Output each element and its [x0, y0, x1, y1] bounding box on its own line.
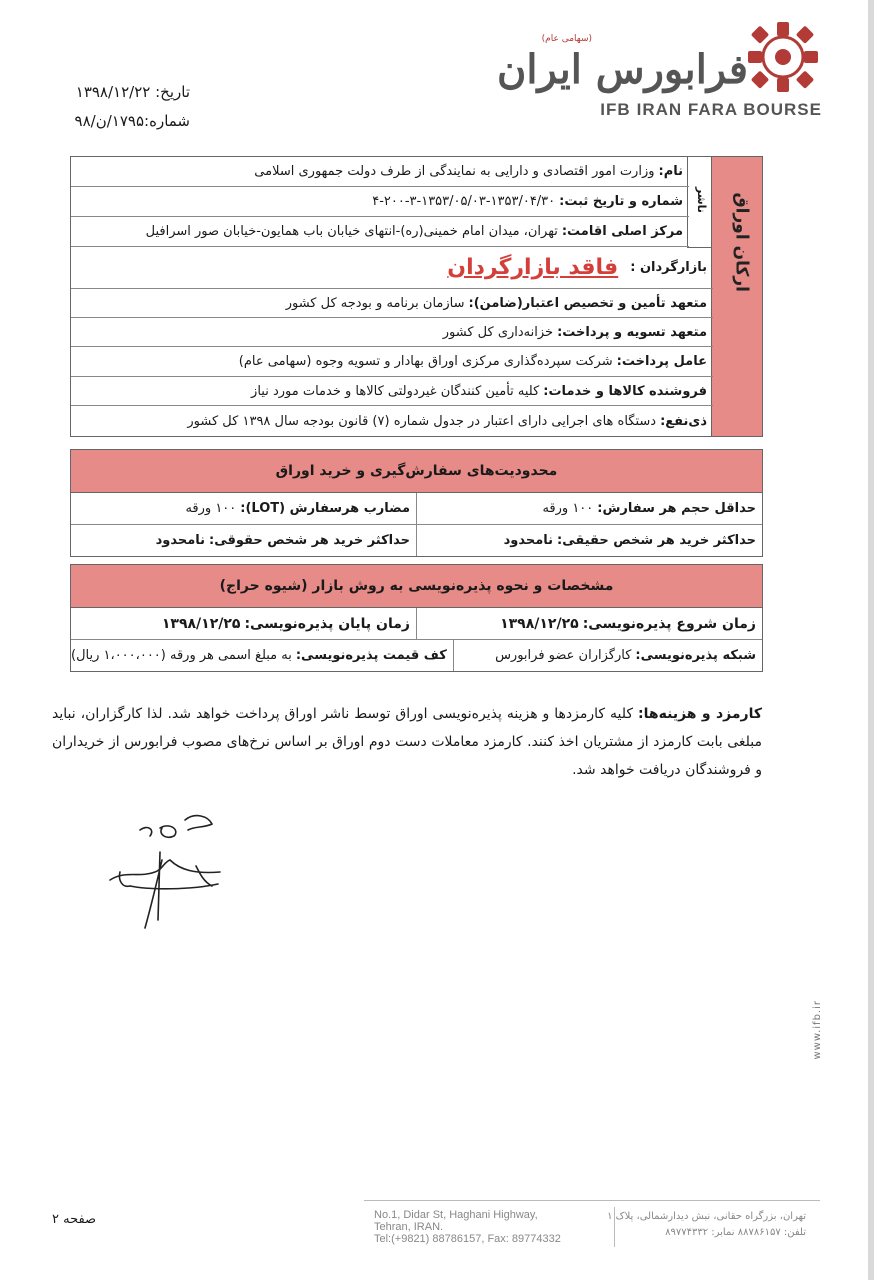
cell-label: مضارب هرسفارش (LOT): — [240, 501, 410, 516]
cell-label: شبکه پذیره‌نویسی: — [635, 648, 756, 663]
floor-price-cell — [71, 640, 454, 671]
row-value: تهران، میدان امام خمینی(ره)-انتهای خیابان باب همایون-خیابان صور اسرافیل — [145, 224, 558, 239]
row-value: شرکت سپرده‌گذاری مرکزی اوراق بهادار و تسویه وجوه (سهامی عام) — [238, 354, 613, 369]
subscription-row — [71, 608, 762, 640]
min-order-cell — [417, 493, 762, 524]
cell-value: نامحدود — [503, 533, 554, 548]
row-label: فروشنده کالاها و خدمات: — [543, 383, 707, 399]
row-label: مرکز اصلی اقامت: — [561, 224, 683, 239]
footer-english-address — [374, 1209, 561, 1245]
beneficiary-row — [71, 406, 713, 436]
cell-label: زمان شروع پذیره‌نویسی: — [582, 615, 756, 632]
logo-emblem-icon — [744, 18, 822, 96]
cell-label: حداکثر خرید هر شخص حقوقی: — [209, 533, 410, 548]
pillars-side-header — [711, 157, 762, 436]
logo-persian-text: فرابورس ایران — [497, 46, 748, 93]
row-label: عامل پرداخت: — [616, 354, 707, 369]
page-edge — [868, 0, 874, 1280]
order-limits-row — [71, 525, 762, 556]
footer-address — [364, 1200, 820, 1251]
footer-fa-line: تلفن: ۸۸۷۸۶۱۵۷ نمابر: ۸۹۷۷۴۳۳۲ — [665, 1227, 806, 1238]
footer-fa-line: تهران، بزرگراه حقانی، نبش دیدارشمالی، پلاک ۱ — [607, 1211, 806, 1222]
subscription-row — [71, 640, 762, 671]
issuer-side-header — [687, 157, 712, 248]
market-maker-row — [71, 247, 713, 289]
order-limits-title: محدودیت‌های سفارش‌گیری و خرید اوراق — [71, 450, 762, 493]
row-label: متعهد تأمین و تخصیص اعتبار(ضامن): — [468, 295, 707, 311]
fees-text: کلیه کارمزدها و هزینه پذیره‌نویسی اوراق توسط ناشر اوراق پرداخت خواهد شد. لذا کارگزاران، نباید مبلغی بابت کارمزد از مشتریان اخذ کنند. کارمزد معاملات دست دوم اوراق بر اساس نرخ‌های مصوب فرابورس از خریداران و فروشندگان دریافت خواهد شد. — [52, 706, 762, 778]
guarantor-row — [71, 289, 713, 318]
cell-value: به مبلغ اسمی هر ورقه (۱،۰۰۰،۰۰۰ ریال) — [71, 648, 292, 663]
row-label: متعهد تسویه و پرداخت: — [557, 324, 707, 340]
document-meta — [40, 78, 190, 136]
side-website: www.ifb.ir — [812, 1000, 823, 1060]
logo-subtitle: (سهامی عام) — [541, 34, 592, 44]
fees-label: کارمزد و هزینه‌ها: — [638, 706, 762, 722]
cell-label: حداکثر خرید هر شخص حقیقی: — [557, 533, 756, 548]
row-value: سازمان برنامه و بودجه کل کشور — [285, 295, 465, 311]
cell-value: ۱۰۰ ورقه — [542, 501, 594, 516]
start-time-cell — [417, 608, 762, 639]
row-value: وزارت امور اقتصادی و دارایی به نمایندگی از طرف دولت جمهوری اسلامی — [254, 164, 655, 179]
footer-en-line: No.1, Didar St, Haghani Highway, — [374, 1209, 538, 1221]
securities-pillars-table — [70, 156, 763, 437]
end-time-cell — [71, 608, 417, 639]
cell-value: کارگزاران عضو فرابورس — [495, 648, 632, 663]
lot-cell — [71, 493, 417, 524]
order-limits-row — [71, 493, 762, 525]
row-label: شماره و تاریخ ثبت: — [559, 194, 683, 209]
payment-agent-row — [71, 347, 713, 377]
max-legal-person-cell — [71, 525, 417, 556]
footer-persian-address — [607, 1209, 806, 1241]
company-logo — [497, 18, 822, 128]
market-maker-value: فاقد بازارگردان — [447, 255, 619, 280]
order-limits-table — [70, 449, 763, 557]
issuer-name-row — [71, 157, 689, 187]
footer-en-line: Tel:(+9821) 88786157, Fax: 89774332 — [374, 1233, 561, 1245]
cell-label: زمان پایان پذیره‌نویسی: — [244, 615, 410, 632]
network-cell — [454, 640, 762, 671]
document-number: شماره:۱۷۹۵/ن/۹۸ — [74, 112, 190, 130]
row-value: خزانه‌داری کل کشور — [442, 324, 554, 340]
row-label: ذی‌نفع: — [660, 413, 707, 429]
cell-label: کف قیمت پذیره‌نویسی: — [295, 648, 447, 663]
settlement-row — [71, 318, 713, 347]
logo-english-name: IRAN FARA BOURSE — [636, 100, 822, 119]
footer-en-line: Tehran, IRAN. — [374, 1221, 444, 1233]
row-label: بازارگردان : — [630, 260, 707, 275]
subscription-title: مشخصات و نحوه پذیره‌نویسی به روش بازار (شیوه حراج) — [71, 565, 762, 608]
page-number: صفحه ۲ — [52, 1212, 97, 1227]
issuer-side-label: ناشر — [695, 187, 708, 213]
row-label: نام: — [658, 164, 683, 179]
document-date: تاریخ: ۱۳۹۸/۱۲/۲۲ — [75, 83, 190, 101]
sellers-row — [71, 377, 713, 406]
cell-label: حداقل حجم هر سفارش: — [597, 501, 756, 516]
subscription-table — [70, 564, 763, 672]
max-natural-person-cell — [417, 525, 762, 556]
cell-value: ۱۳۹۸/۱۲/۲۵ — [500, 615, 579, 632]
logo-english-text — [600, 100, 822, 120]
handwritten-signature — [100, 800, 240, 940]
cell-value: ۱۰۰ ورقه — [185, 501, 237, 516]
cell-value: نامحدود — [155, 533, 206, 548]
fees-paragraph — [52, 700, 762, 784]
address-row — [71, 217, 689, 247]
row-value: کلیه تأمین کنندگان غیردولتی کالاها و خدمات مورد نیاز — [251, 383, 540, 399]
cell-value: ۱۳۹۸/۱۲/۲۵ — [161, 615, 241, 632]
row-value: دستگاه های اجرایی دارای اعتبار در جدول شماره (۷) قانون بودجه سال ۱۳۹۸ کل کشور — [187, 413, 657, 429]
registration-row — [71, 187, 689, 217]
logo-ifb-mark: IFB — [600, 100, 631, 119]
pillars-side-label: ارکان اوراق — [732, 192, 752, 292]
row-value: ۴-۲۰۰-۳-۱۳۵۳/۰۵/۰۳-۱۳۵۳/۰۴/۳۰ — [372, 194, 556, 209]
